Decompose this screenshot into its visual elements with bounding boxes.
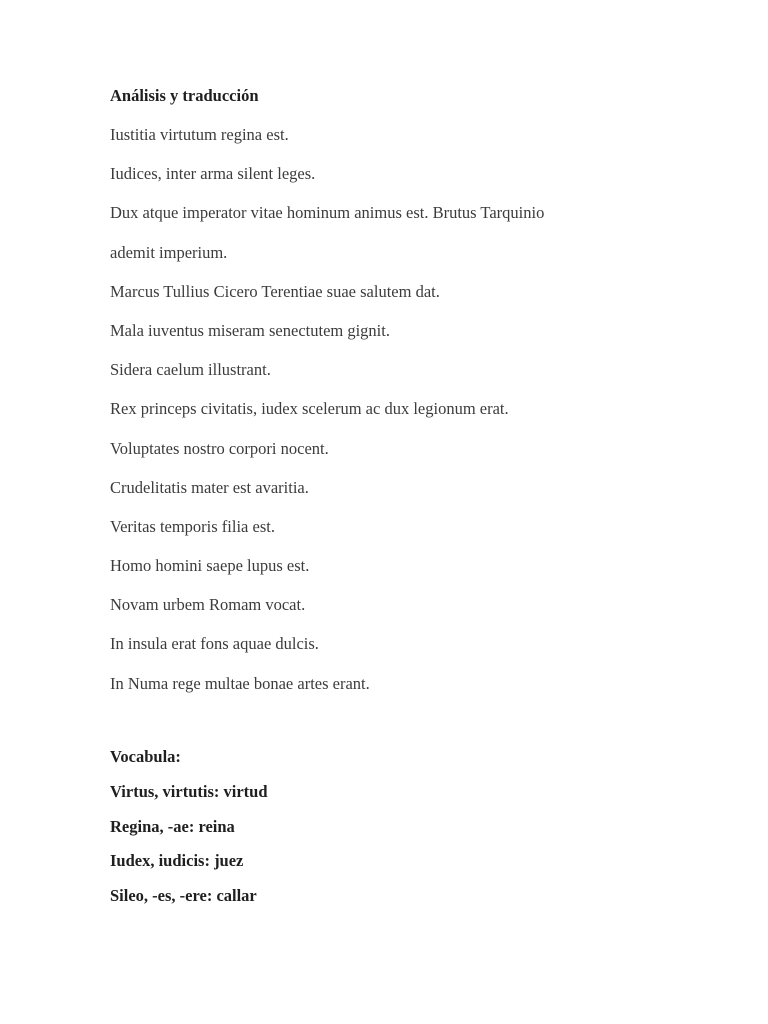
vocabulary-entry: Regina, -ae: reina xyxy=(110,816,235,836)
sentence-line: Homo homini saepe lupus est. xyxy=(110,556,310,576)
sentence-line: Voluptates nostro corpori nocent. xyxy=(110,438,329,458)
vocabulary-entry: Iudex, iudicis: juez xyxy=(110,851,244,871)
vocabulary-entry: Sileo, -es, -ere: callar xyxy=(110,886,257,906)
sentence-line: In Numa rege multae bonae artes erant. xyxy=(110,673,370,693)
sentence-line: Sidera caelum illustrant. xyxy=(110,360,271,380)
sentence-line: Iudices, inter arma silent leges. xyxy=(110,164,316,184)
sentence-line: Mala iuventus miseram senectutem gignit. xyxy=(110,320,390,340)
sentence-line: ademit imperium. xyxy=(110,242,228,262)
sentence-line: Rex princeps civitatis, iudex scelerum ac dux legionum erat. xyxy=(110,399,509,419)
vocabulary-heading: Vocabula: xyxy=(110,747,181,766)
sentence-line: Novam urbem Romam vocat. xyxy=(110,595,306,615)
vocabulary-entry: Virtus, virtutis: virtud xyxy=(110,782,268,801)
sentence-list xyxy=(110,125,544,713)
sentence-line: Crudelitatis mater est avaritia. xyxy=(110,477,309,497)
sentence-line: Dux atque imperator vitae hominum animus est. Brutus Tarquinio xyxy=(110,203,545,223)
sentence-line: Marcus Tullius Cicero Terentiae suae salutem dat. xyxy=(110,281,440,301)
vocabulary-list xyxy=(110,782,268,921)
document-title: Análisis y traducción xyxy=(110,86,259,105)
sentence-line: Iustitia virtutum regina est. xyxy=(110,125,289,144)
sentence-line: In insula erat fons aquae dulcis. xyxy=(110,634,319,654)
sentence-line: Veritas temporis filia est. xyxy=(110,516,275,536)
